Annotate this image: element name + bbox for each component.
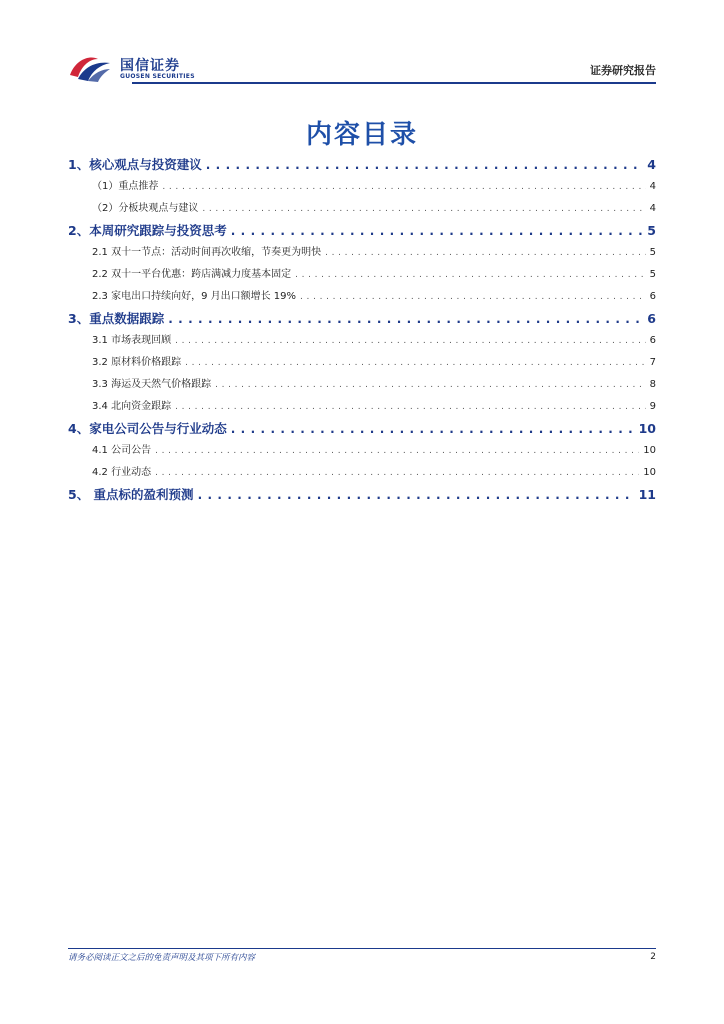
footer-divider — [68, 948, 656, 949]
toc-section-entry[interactable] — [68, 220, 656, 242]
company-name-en: GUOSEN SECURITIES — [120, 73, 195, 80]
toc-entry-label: 4.2 行业动态 — [92, 467, 152, 478]
toc-subsection-entry[interactable] — [68, 374, 656, 396]
toc-entry-label: 2.1 双十一节点：活动时间再次收缩，节奏更为明快 — [92, 247, 322, 258]
toc-entry-page: 5 — [649, 269, 656, 280]
toc-leader-dots — [155, 440, 639, 462]
toc-leader-dots — [295, 264, 646, 286]
toc-entry-label: 4.1 公司公告 — [92, 445, 152, 456]
toc-subsection-entry[interactable] — [68, 176, 656, 198]
toc-subsection-entry[interactable] — [68, 462, 656, 484]
toc-leader-dots — [155, 462, 639, 484]
header-divider — [132, 82, 656, 84]
company-name-cn: 国信证券 — [120, 58, 180, 74]
toc-entry-label: 5、 重点标的盈利预测 — [68, 487, 194, 502]
toc-entry-page: 4 — [649, 203, 656, 214]
toc-section-entry[interactable] — [68, 308, 656, 330]
toc-entry-label: 2.2 双十一平台优惠：跨店满减力度基本固定 — [92, 269, 292, 280]
toc-entry-page: 4 — [647, 157, 656, 172]
toc-entry-page: 6 — [649, 335, 656, 346]
toc-entry-page: 10 — [643, 445, 656, 456]
toc-entry-page: 11 — [638, 487, 656, 502]
toc-entry-label: 2、本周研究跟踪与投资思考 — [68, 223, 227, 238]
toc-leader-dots — [168, 308, 643, 330]
report-type-label: 证券研究报告 — [590, 64, 656, 77]
toc-entry-page: 4 — [649, 181, 656, 192]
toc-subsection-entry[interactable] — [68, 286, 656, 308]
toc-leader-dots — [175, 396, 646, 418]
guosen-logo-icon — [68, 53, 112, 83]
toc-entry-page: 10 — [643, 467, 656, 478]
toc-entry-label: 4、家电公司公告与行业动态 — [68, 421, 227, 436]
toc-leader-dots — [231, 220, 644, 242]
toc-leader-dots — [198, 484, 635, 506]
toc-subsection-entry[interactable] — [68, 198, 656, 220]
toc-entry-label: （1）重点推荐 — [92, 181, 159, 192]
toc-leader-dots — [162, 176, 645, 198]
toc-section-entry[interactable] — [68, 484, 656, 506]
toc-leader-dots — [215, 374, 646, 396]
table-of-contents — [68, 154, 656, 506]
toc-leader-dots — [206, 154, 644, 176]
toc-entry-page: 7 — [649, 357, 656, 368]
toc-entry-page: 6 — [647, 311, 656, 326]
toc-entry-label: 2.3 家电出口持续向好，9 月出口额增长 19% — [92, 291, 297, 302]
toc-leader-dots — [325, 242, 646, 264]
toc-subsection-entry[interactable] — [68, 330, 656, 352]
toc-title: 内容目录 — [305, 120, 418, 150]
toc-entry-label: 1、核心观点与投资建议 — [68, 157, 202, 172]
toc-entry-page: 5 — [649, 247, 656, 258]
toc-entry-label: 3.1 市场表现回顾 — [92, 335, 172, 346]
disclaimer-text: 请务必阅读正文之后的免责声明及其项下所有内容 — [68, 953, 256, 963]
toc-leader-dots — [175, 330, 646, 352]
toc-entry-page: 10 — [638, 421, 656, 436]
toc-leader-dots — [231, 418, 635, 440]
toc-subsection-entry[interactable] — [68, 440, 656, 462]
page-number: 2 — [650, 952, 656, 962]
toc-subsection-entry[interactable] — [68, 242, 656, 264]
toc-entry-page: 9 — [649, 401, 656, 412]
toc-entry-label: 3.3 海运及天然气价格跟踪 — [92, 379, 212, 390]
toc-entry-page: 8 — [649, 379, 656, 390]
toc-leader-dots — [202, 198, 645, 220]
toc-subsection-entry[interactable] — [68, 396, 656, 418]
page-header — [68, 50, 656, 86]
toc-subsection-entry[interactable] — [68, 264, 656, 286]
toc-section-entry[interactable] — [68, 418, 656, 440]
toc-leader-dots — [300, 286, 646, 308]
toc-entry-page: 5 — [647, 223, 656, 238]
toc-leader-dots — [185, 352, 646, 374]
toc-section-entry[interactable] — [68, 154, 656, 176]
toc-subsection-entry[interactable] — [68, 352, 656, 374]
toc-entry-label: 3.2 原材料价格跟踪 — [92, 357, 182, 368]
toc-entry-label: （2）分板块观点与建议 — [92, 203, 199, 214]
toc-entry-label: 3.4 北向资金跟踪 — [92, 401, 172, 412]
toc-entry-label: 3、重点数据跟踪 — [68, 311, 165, 326]
toc-entry-page: 6 — [649, 291, 656, 302]
